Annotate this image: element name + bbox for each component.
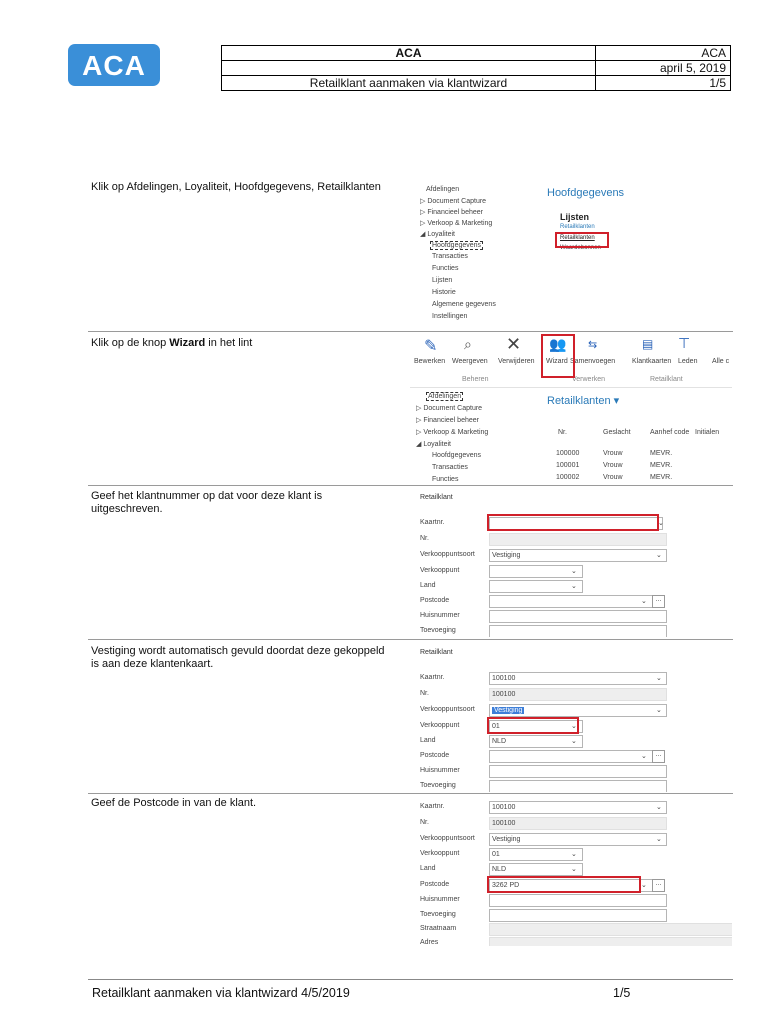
label-verkooppunt: Verkooppunt	[420, 722, 460, 729]
row-divider	[88, 793, 733, 794]
nav-item[interactable]: ▷ Document Capture	[420, 198, 487, 205]
ribbon-weergeven[interactable]: Weergeven	[452, 358, 488, 365]
footer-page: 1/5	[613, 986, 631, 1000]
label-huisnummer: Huisnummer	[420, 767, 460, 774]
label-toevoeging: Toevoeging	[420, 911, 456, 918]
label-land: Land	[420, 737, 436, 744]
label-toevoeging: Toevoeging	[420, 627, 456, 634]
label-postcode: Postcode	[420, 597, 450, 604]
nav-item[interactable]: ▷ Financieel beheer	[416, 417, 479, 424]
nr-field	[489, 533, 667, 546]
nav-item[interactable]: ▷ Financieel beheer	[420, 209, 483, 216]
screenshot-form-empty	[410, 489, 732, 637]
kaartnr-input[interactable]: 100100	[489, 801, 667, 814]
label-adres: Adres	[420, 939, 439, 946]
retailklanten-heading: Retailklanten ▾	[547, 395, 620, 407]
ribbon-bewerken[interactable]: Bewerken	[414, 358, 446, 365]
nav-item[interactable]: Transacties	[432, 464, 468, 471]
label-land: Land	[420, 582, 436, 589]
ribbon-divider	[410, 387, 732, 388]
cell-geslacht[interactable]: Vrouw	[603, 462, 623, 469]
nav-item[interactable]: Instellingen	[432, 313, 468, 320]
label-postcode: Postcode	[420, 881, 450, 888]
nav-item-afdelingen[interactable]: Afdelingen	[428, 393, 462, 400]
ribbon-wizard[interactable]: Wizard	[546, 358, 568, 365]
dropdown-caret[interactable]: ⌄	[571, 738, 577, 745]
header-company: ACA	[222, 46, 596, 61]
step-2-post: in het lint	[205, 337, 253, 349]
nr-field: 100100	[489, 817, 667, 830]
toevoeging-input[interactable]	[489, 780, 667, 792]
step-1-text: Klik op Afdelingen, Loyaliteit, Hoofdgegevens, Retailklanten	[91, 181, 381, 193]
huisnummer-input[interactable]	[489, 610, 667, 623]
postcode-input[interactable]	[489, 595, 653, 608]
nav-item[interactable]: Transacties	[432, 253, 468, 260]
cell-nr[interactable]: 100001	[556, 462, 580, 469]
step-2-pre: Klik op de knop	[91, 337, 170, 349]
group-verwerken: Verwerken	[572, 376, 606, 383]
nav-item[interactable]: ◢ Loyaliteit	[416, 441, 451, 448]
pencil-icon[interactable]: ✎	[424, 338, 438, 355]
highlight-retailklanten	[555, 232, 609, 248]
col-geslacht: Geslacht	[603, 429, 631, 436]
members-icon[interactable]: ⊤	[678, 335, 691, 351]
retailklanten-link[interactable]: Retailklanten	[560, 235, 595, 241]
step-4-text: Vestiging wordt automatisch gevuld doordat deze gekoppeld is aan deze klantenkaart.	[91, 645, 385, 670]
delete-x-icon[interactable]: ✕	[506, 334, 522, 354]
screenshot-ribbon	[410, 334, 732, 483]
verkooppuntsoort-value: Vestiging	[494, 707, 523, 714]
nav-item[interactable]: ▷ Verkoop & Marketing	[416, 429, 489, 436]
wizard-user-icon[interactable]: 👥	[549, 336, 567, 352]
nav-item[interactable]: Functies	[432, 476, 459, 483]
verkooppuntsoort-select[interactable]: Vestiging	[489, 549, 667, 562]
cell-aanhef[interactable]: MEVR.	[650, 474, 673, 481]
cell-aanhef[interactable]: MEVR.	[650, 450, 673, 457]
verkooppunt-select[interactable]	[489, 565, 583, 578]
label-huisnummer: Huisnummer	[420, 896, 460, 903]
huisnummer-input[interactable]	[489, 894, 667, 907]
label-kaartnr: Kaartnr.	[420, 803, 445, 810]
dropdown-caret[interactable]: ⌄	[656, 707, 662, 714]
toevoeging-input[interactable]	[489, 625, 667, 637]
dropdown-caret[interactable]: ⌄	[656, 804, 662, 811]
adres-field	[489, 937, 732, 946]
ribbon-leden[interactable]: Leden	[678, 358, 698, 365]
label-huisnummer: Huisnummer	[420, 612, 460, 619]
col-initialen: Initialen	[695, 429, 720, 436]
label-toevoeging: Toevoeging	[420, 782, 456, 789]
label-land: Land	[420, 865, 436, 872]
nav-item-hoofdgegevens[interactable]: Hoofdgegevens	[432, 242, 482, 249]
toevoeging-input[interactable]	[489, 909, 667, 922]
aca-logo: ACA	[68, 44, 160, 86]
label-nr: Nr.	[420, 535, 429, 542]
ribbon-alle[interactable]: Alle c	[712, 358, 730, 365]
lijsten-heading: Lijsten	[560, 212, 590, 222]
dropdown-caret[interactable]: ⌄	[571, 851, 577, 858]
label-kaartnr: Kaartnr.	[420, 519, 445, 526]
nr-field: 100100	[489, 688, 667, 701]
dropdown-caret[interactable]: ⌄	[656, 836, 662, 843]
label-verkooppuntsoort: Verkooppuntsoort	[420, 835, 475, 842]
highlight-wizard	[541, 334, 575, 378]
footer-text: Retailklant aanmaken via klantwizard 4/5/2019	[92, 986, 350, 1000]
ribbon-samenvoegen[interactable]: Samenvoegen	[570, 358, 616, 365]
label-verkooppunt: Verkooppunt	[420, 850, 460, 857]
col-aanhef: Aanhef code	[650, 429, 690, 436]
land-select[interactable]: NLD	[489, 735, 583, 748]
screenshot-navigation	[410, 181, 732, 326]
dropdown-caret[interactable]: ⌄	[641, 753, 647, 760]
row-divider	[88, 485, 733, 486]
step-2-bold: Wizard	[169, 337, 206, 349]
straatnaam-field	[489, 923, 732, 936]
cell-geslacht[interactable]: Vrouw	[603, 450, 623, 457]
form-title: Retailklant	[420, 494, 453, 501]
nav-item[interactable]: ▷ Verkoop & Marketing	[420, 220, 493, 227]
col-nr: Nr.	[558, 429, 567, 436]
screenshot-form-filled	[410, 644, 732, 792]
label-verkooppuntsoort: Verkooppuntsoort	[420, 706, 475, 713]
verkooppunt-select[interactable]: 01	[489, 720, 583, 733]
dropdown-caret[interactable]: ⌄	[571, 866, 577, 873]
cell-geslacht[interactable]: Vrouw	[603, 474, 623, 481]
dropdown-caret[interactable]: ⌄	[571, 583, 577, 590]
highlight-postcode	[487, 876, 641, 893]
ribbon-verwijderen[interactable]: Verwijderen	[498, 358, 535, 365]
merge-icon[interactable]: ⇆	[588, 339, 598, 351]
label-verkooppuntsoort: Verkooppuntsoort	[420, 551, 475, 558]
header-title: Retailklant aanmaken via klantwizard	[222, 76, 596, 91]
nav-item[interactable]: Functies	[432, 265, 459, 272]
postcode-lookup-button[interactable]: ...	[652, 750, 665, 763]
land-select[interactable]	[489, 580, 583, 593]
list-link[interactable]: Waardebonnen	[560, 245, 601, 251]
nav-item[interactable]: Historie	[432, 289, 456, 296]
list-link[interactable]: Retailklanten	[560, 224, 595, 230]
verkooppuntsoort-select[interactable]: Vestiging	[489, 833, 667, 846]
magnifier-icon[interactable]: ⌕	[464, 336, 472, 352]
row-divider	[88, 639, 733, 640]
label-postcode: Postcode	[420, 752, 450, 759]
nav-item[interactable]: ▷ Document Capture	[416, 405, 483, 412]
nav-item[interactable]: Algemene gegevens	[432, 301, 496, 308]
header-company-right: ACA	[596, 46, 731, 61]
dropdown-caret[interactable]: ⌄	[656, 552, 662, 559]
group-retailklant: Retailklant	[650, 376, 683, 383]
ribbon-klantkaarten[interactable]: Klantkaarten	[632, 358, 672, 365]
card-icon[interactable]: ▤	[642, 337, 654, 351]
form-title: Retailklant	[420, 649, 453, 656]
header-empty	[222, 61, 596, 76]
dropdown-caret[interactable]: ⌄	[656, 675, 662, 682]
label-nr: Nr.	[420, 819, 429, 826]
highlight-kaartnr	[487, 514, 659, 531]
label-straatnaam: Straatnaam	[420, 925, 457, 932]
dropdown-caret[interactable]: ⌄	[571, 568, 577, 575]
label-kaartnr: Kaartnr.	[420, 674, 445, 681]
verkooppunt-select[interactable]: 01	[489, 848, 583, 861]
nav-item-loyaliteit[interactable]: ◢ Loyaliteit	[420, 231, 455, 238]
nav-item[interactable]: Hoofdgegevens	[432, 452, 482, 459]
document-header	[221, 45, 731, 91]
nav-item[interactable]: Afdelingen	[426, 186, 460, 193]
huisnummer-input[interactable]	[489, 765, 667, 778]
land-select[interactable]: NLD	[489, 863, 583, 876]
dropdown-caret[interactable]: ⌄	[641, 598, 647, 605]
group-beheren: Beheren	[462, 376, 489, 383]
header-date: april 5, 2019	[596, 61, 731, 76]
cell-nr[interactable]: 100002	[556, 474, 580, 481]
verkooppuntsoort-select[interactable]	[489, 704, 667, 717]
postcode-lookup-button[interactable]: ...	[652, 595, 665, 608]
footer-divider	[88, 979, 733, 980]
step-5-text: Geef de Postcode in van de klant.	[91, 797, 257, 809]
row-divider	[88, 331, 733, 332]
cell-aanhef[interactable]: MEVR.	[650, 462, 673, 469]
highlight-verkooppunt	[487, 717, 579, 734]
dropdown-caret[interactable]: ⌄	[641, 882, 647, 889]
dropdown-caret[interactable]: ⌄	[571, 723, 577, 730]
postcode-input[interactable]: 3262 PD	[489, 879, 653, 892]
nav-item[interactable]: Lijsten	[432, 277, 453, 284]
step-3-text: Geef het klantnummer op dat voor deze klant is uitgeschreven.	[91, 490, 323, 515]
cell-nr[interactable]: 100000	[556, 450, 580, 457]
dropdown-caret[interactable]: ⌄	[658, 520, 664, 527]
screenshot-form-postcode	[410, 798, 732, 946]
hoofdgegevens-heading: Hoofdgegevens	[547, 187, 625, 199]
label-verkooppunt: Verkooppunt	[420, 567, 460, 574]
step-2-text	[91, 337, 386, 350]
label-nr: Nr.	[420, 690, 429, 697]
postcode-input[interactable]	[489, 750, 653, 763]
kaartnr-input[interactable]: 100100	[489, 672, 667, 685]
postcode-lookup-button[interactable]: ...	[652, 879, 665, 892]
header-page: 1/5	[596, 76, 731, 91]
